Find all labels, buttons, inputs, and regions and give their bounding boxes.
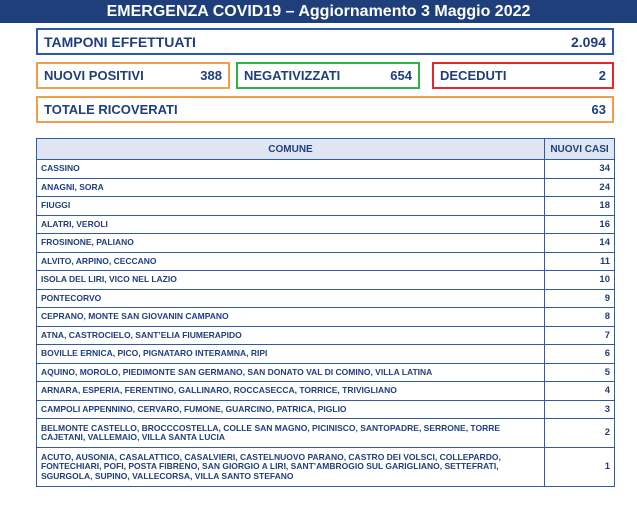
cell-casi: 8 — [545, 308, 615, 327]
cell-comune: BOVILLE ERNICA, PICO, PIGNATARO INTERAMNA, RIPI — [37, 345, 545, 364]
cell-casi: 1 — [545, 448, 615, 487]
table-row — [37, 308, 615, 327]
negativizzati-box — [236, 62, 420, 89]
tamponi-box — [36, 28, 614, 55]
col-header-comune: COMUNE — [37, 139, 545, 160]
cell-casi: 10 — [545, 271, 615, 290]
positivi-value: 388 — [200, 68, 222, 83]
cell-comune: FROSINONE, PALIANO — [37, 234, 545, 253]
table-row — [37, 326, 615, 345]
cell-comune: AQUINO, MOROLO, PIEDIMONTE SAN GERMANO, SAN DONATO VAL DI COMINO, VILLA LATINA — [37, 363, 545, 382]
col-header-nuovi-casi: NUOVI CASI — [545, 139, 615, 160]
table-row — [37, 215, 615, 234]
table-row — [37, 400, 615, 419]
table-row — [37, 252, 615, 271]
cell-casi: 9 — [545, 289, 615, 308]
ricoverati-value: 63 — [591, 102, 606, 117]
cell-casi: 5 — [545, 363, 615, 382]
deceduti-value: 2 — [598, 68, 606, 83]
cell-casi: 18 — [545, 197, 615, 216]
cell-comune: CASSINO — [37, 160, 545, 179]
page-title: EMERGENZA COVID19 – Aggiornamento 3 Maggio 2022 — [0, 0, 637, 23]
table-row — [37, 160, 615, 179]
tamponi-label: TAMPONI EFFETTUATI — [44, 33, 196, 50]
cell-comune: FIUGGI — [37, 197, 545, 216]
deceduti-box — [432, 62, 614, 89]
cell-casi: 14 — [545, 234, 615, 253]
cell-comune: ATNA, CASTROCIELO, SANT’ELIA FIUMERAPIDO — [37, 326, 545, 345]
table-row — [37, 345, 615, 364]
ricoverati-box — [36, 96, 614, 123]
cell-casi: 4 — [545, 382, 615, 401]
cell-casi: 7 — [545, 326, 615, 345]
cell-comune: PONTECORVO — [37, 289, 545, 308]
cell-comune: ARNARA, ESPERIA, FERENTINO, GALLINARO, ROCCASECCA, TORRICE, TRIVIGLIANO — [37, 382, 545, 401]
cell-comune: ISOLA DEL LIRI, VICO NEL LAZIO — [37, 271, 545, 290]
table-row — [37, 363, 615, 382]
tamponi-value: 2.094 — [570, 33, 606, 50]
positivi-label: NUOVI POSITIVI — [44, 68, 144, 83]
ricoverati-label: TOTALE RICOVERATI — [44, 102, 178, 117]
table-header-row — [37, 139, 615, 160]
cell-casi: 34 — [545, 160, 615, 179]
deceduti-label: DECEDUTI — [440, 68, 507, 83]
cell-casi: 3 — [545, 400, 615, 419]
negativizzati-label: NEGATIVIZZATI — [244, 68, 341, 83]
cell-comune: BELMONTE CASTELLO, BROCCCOSTELLA, COLLE SAN MAGNO, PICINISCO, SANTOPADRE, SERRONE, TORRE CAJETANI, VALLEMAIO, VILLA SANTA LUCIA — [37, 419, 545, 448]
positivi-box — [36, 62, 230, 89]
table-row — [37, 382, 615, 401]
comuni-table — [36, 138, 615, 487]
cell-comune: ALVITO, ARPINO, CECCANO — [37, 252, 545, 271]
negativizzati-value: 654 — [390, 68, 412, 83]
cell-casi: 16 — [545, 215, 615, 234]
cell-comune: CAMPOLI APPENNINO, CERVARO, FUMONE, GUARCINO, PATRICA, PIGLIO — [37, 400, 545, 419]
table-row — [37, 271, 615, 290]
table-row — [37, 234, 615, 253]
cell-comune: ACUTO, AUSONIA, CASALATTICO, CASALVIERI, CASTELNUOVO PARANO, CASTRO DEI VOLSCI, COLLEPARDO, FONTECHIARI, POFI, POSTA FIBRENO, SAN GIORGIO A LIRI, SANT’AMBROGIO SUL GARIGLIANO, SETTEFRATI, SGURGOLA, SUPINO, VALLECORSA, VILLA SANTO STEFANO — [37, 448, 545, 487]
cell-casi: 2 — [545, 419, 615, 448]
table-row — [37, 419, 615, 448]
cell-casi: 11 — [545, 252, 615, 271]
cell-casi: 6 — [545, 345, 615, 364]
cell-comune: ANAGNI, SORA — [37, 178, 545, 197]
table-row — [37, 448, 615, 487]
table-row — [37, 289, 615, 308]
cell-casi: 24 — [545, 178, 615, 197]
table-row — [37, 197, 615, 216]
cell-comune: CEPRANO, MONTE SAN GIOVANIN CAMPANO — [37, 308, 545, 327]
cell-comune: ALATRI, VEROLI — [37, 215, 545, 234]
table-row — [37, 178, 615, 197]
